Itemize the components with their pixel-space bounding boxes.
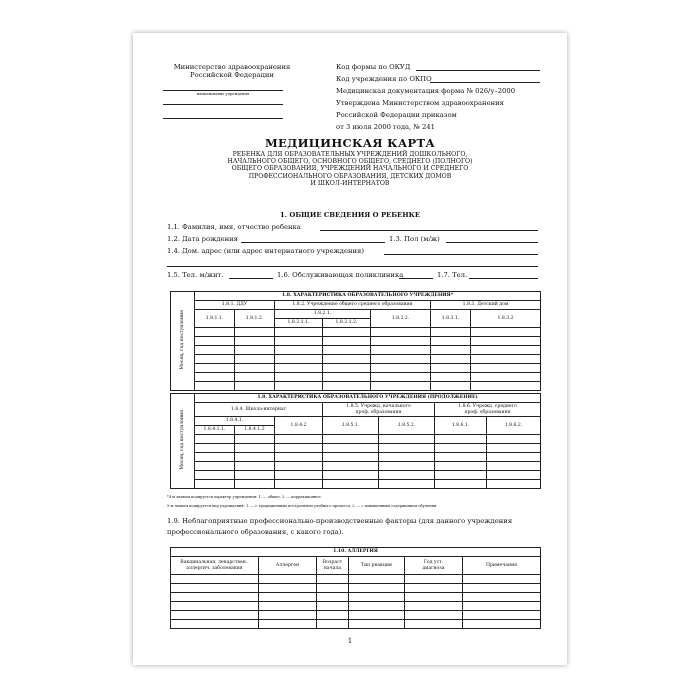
ministry-line1: Министерство здравоохранения: [173, 63, 291, 71]
allergy-col-age-line1: Возраст: [322, 560, 343, 566]
subtitle-line5: И ШКОЛ-ИНТЕРНАТОВ: [310, 179, 390, 187]
table-row: [171, 575, 541, 584]
institution-line: [163, 90, 283, 91]
okud-label: Код формы по ОКУД: [336, 63, 411, 71]
table-row: [171, 584, 541, 593]
col-1851: 1.8.5.1.: [323, 417, 379, 435]
ministry-line2: Российской Федерации: [190, 71, 274, 79]
section1-heading: 1. ОБЩИЕ СВЕДЕНИЯ О РЕБЕНКЕ: [279, 211, 421, 219]
col-group-185-line1: 1.8.5. Учрежд. начального: [346, 404, 411, 410]
table-row: [171, 337, 541, 346]
field-phone-label: 1.5. Тел. м/жит.: [167, 271, 224, 279]
field-clinic-phone-label: 1.7. Тел.: [437, 271, 468, 279]
document-page: [133, 33, 567, 665]
institution-table-continued: [170, 393, 541, 489]
col-1841: 1.8.4.1.: [195, 417, 275, 426]
col-group-186-line1: 1.8.6. Учрежд. среднего: [458, 404, 517, 410]
allergy-col-disease: [171, 557, 259, 575]
page-number: 1: [347, 637, 353, 645]
field-dob-line: [241, 242, 385, 243]
col-18212: 1.8.2.1.2.: [323, 319, 371, 328]
subtitle-line3: ОБЩЕГО ОБРАЗОВАНИЯ, УЧРЕЖДЕНИЙ НАЧАЛЬНОГО И СРЕДНЕГО: [231, 165, 469, 173]
allergy-col-reaction: Тип реакции: [349, 557, 405, 575]
table-row: [171, 328, 541, 337]
section19-line1: 1.9. Неблагоприятные профессионально-производственные факторы (для данного учреждения: [167, 517, 513, 525]
table-heading: 1.8. ХАРАКТЕРИСТИКА ОБРАЗОВАТЕЛЬНОГО УЧРЕЖДЕНИЯ*: [195, 292, 541, 301]
table2-heading: 1.8. ХАРАКТЕРИСТИКА ОБРАЗОВАТЕЛЬНОГО УЧРЕЖДЕНИЯ (ПРОДОЛЖЕНИЕ): [195, 394, 541, 403]
approved-line3: от 3 июля 2000 года, № 241: [336, 123, 435, 131]
field-sex-line: [446, 242, 538, 243]
institution-line-3: [163, 118, 283, 119]
field-name-label: 1.1. Фамилия, имя, отчество ребенка: [167, 223, 301, 231]
table-row: [171, 611, 541, 620]
col-1842: 1.8.4.2: [275, 417, 323, 435]
document-subtitle: [133, 151, 567, 187]
table-side-label: Месяц, год поступления: [179, 310, 185, 370]
col-1821: 1.8.2.1.: [275, 310, 371, 319]
allergy-col-year: [405, 557, 463, 575]
allergy-col-age-line2: начала: [323, 565, 342, 571]
col-1852: 1.8.5.2.: [379, 417, 435, 435]
col-18412: 1.8.4.1.2: [235, 426, 275, 435]
col-1822: 1.8.2.2.: [371, 310, 431, 328]
col-group-185-line2: проф. образования: [355, 409, 402, 415]
table-row: [171, 444, 541, 453]
allergy-col-allergen: Аллерген: [259, 557, 317, 575]
table-row: [171, 346, 541, 355]
col-18211: 1.8.2.1.1.: [275, 319, 323, 328]
approved-line2: Российской Федерации приказом: [336, 111, 457, 119]
table-row: [171, 355, 541, 364]
allergy-table: [170, 547, 541, 629]
table-row: [171, 364, 541, 373]
col-group-184: 1.8.4. Школа-интернат: [195, 403, 323, 417]
table-row: [171, 382, 541, 391]
table-row: [171, 435, 541, 444]
field-clinic-phone-line: [469, 278, 538, 279]
col-1862: 1.8.6.2.: [487, 417, 541, 435]
allergy-col-disease-line1: Вакцинальная, лекарствен.,: [180, 560, 249, 566]
table-row: [171, 462, 541, 471]
col-group-181: 1.8.1. ДДУ: [195, 301, 275, 310]
footnote-1: *4-м знаком кодируется характер учреждения: 1. — общее, 2. — коррекционное.: [167, 495, 322, 499]
allergy-col-disease-line2: аллергич. заболевания: [186, 565, 243, 571]
subtitle-line1: РЕБЕНКА ДЛЯ ОБРАЗОВАТЕЛЬНЫХ УЧРЕЖДЕНИЙ ДОШКОЛЬНОГО,: [232, 151, 468, 158]
field-name-line: [320, 230, 538, 231]
approved-line1: Утверждена Министерством здравоохранения: [336, 99, 504, 107]
allergy-col-age: [317, 557, 349, 575]
allergy-heading: 1.10. АЛЛЕРГИЯ: [171, 548, 541, 557]
okud-line: [416, 70, 540, 71]
institution-caption: наименование учреждения: [196, 92, 250, 96]
col-1831: 1.8.3.1.: [431, 310, 471, 328]
okpo-line: [430, 82, 540, 83]
subtitle-line2: НАЧАЛЬНОГО ОБЩЕГО, ОСНОВНОГО ОБЩЕГО, СРЕДНЕГО (ПОЛНОГО): [227, 158, 473, 166]
field-address-line: [384, 254, 538, 255]
table2-side-label-cell: [171, 394, 195, 489]
col-1811: 1.8.1.1.: [195, 310, 235, 328]
col-1832: 1.8.3.2: [471, 310, 541, 328]
okpo-label: Код учреждения по ОКПО: [336, 75, 432, 83]
field-phone-line: [229, 278, 273, 279]
field-clinic-line: [399, 278, 433, 279]
table-row: [171, 471, 541, 480]
field-address-label: 1.4. Дом. адрес (или адрес интернатного учреждения): [167, 247, 365, 255]
table2-side-label: Месяц, год поступления: [179, 410, 185, 470]
col-group-182: 1.8.2. Учреждение общего среднего образования: [275, 301, 431, 310]
allergy-col-notes: Примечания: [463, 557, 541, 575]
field-clinic-label: 1.6. Обслуживающая поликлиника: [277, 271, 404, 279]
allergy-col-year-line1: Год уст.: [423, 560, 444, 566]
document-title: МЕДИЦИНСКАЯ КАРТА: [264, 136, 436, 150]
footnote-2: 5-м знаком кодируется вид учреждения: 1. — с традиционным построением учебного процесса, 2. — с повышенным содержанием обучения.: [167, 504, 438, 508]
col-group-186-line2: проф. образования: [464, 409, 511, 415]
institution-table: [170, 291, 541, 391]
table-row: [171, 602, 541, 611]
field-dob-label: 1.2. Дата рождения: [167, 235, 238, 243]
col-1861: 1.8.6.1.: [435, 417, 487, 435]
col-group-183: 1.8.3. Детский дом: [431, 301, 541, 310]
allergy-col-year-line2: диагноза: [422, 565, 445, 571]
section19-line2: профессионального образования, с какого года).: [167, 528, 344, 536]
institution-line-2: [163, 104, 283, 105]
subtitle-line4: ПРОФЕССИОНАЛЬНОГО ОБРАЗОВАНИЯ, ДЕТСКИХ ДОМОВ: [248, 172, 452, 180]
table-row: [171, 593, 541, 602]
col-18411: 1.8.4.1.1.: [195, 426, 235, 435]
col-group-185: [323, 403, 435, 417]
table-row: [171, 453, 541, 462]
field-address-line-2: [167, 266, 538, 267]
form-number: Медицинская документация форма № 026/у–2000: [336, 87, 516, 95]
col-group-186: [435, 403, 541, 417]
table-side-label-cell: [171, 292, 195, 391]
field-sex-label: 1.3. Пол (м/ж): [389, 235, 440, 243]
ministry-block: [157, 63, 307, 79]
table-row: [171, 480, 541, 489]
col-1812: 1.8.1.2.: [235, 310, 275, 328]
table-row: [171, 373, 541, 382]
table-row: [171, 620, 541, 629]
